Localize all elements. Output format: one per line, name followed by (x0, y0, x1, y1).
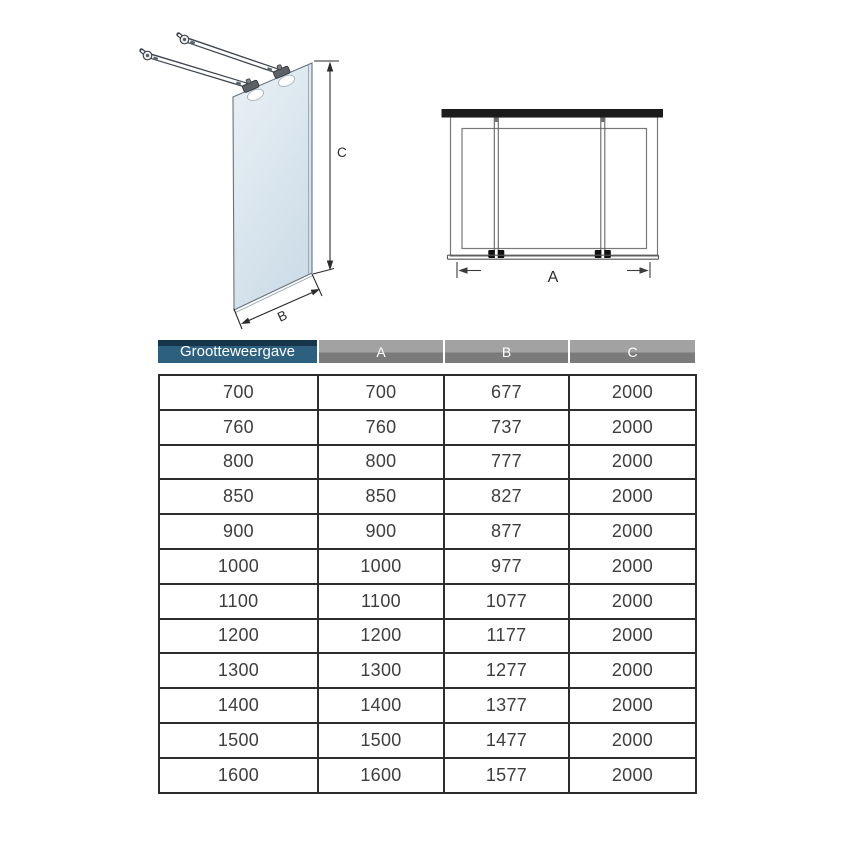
table-row (159, 514, 696, 549)
size-table-header (158, 340, 695, 363)
bar-wall-connector (601, 118, 604, 123)
cell-a: 700 (318, 375, 444, 410)
header-cell-c: C (570, 340, 695, 363)
dim-c-arrow-up (327, 62, 333, 72)
cell-b: 1577 (444, 758, 569, 793)
cell-b: 777 (444, 445, 569, 480)
cell-a: 800 (318, 445, 444, 480)
wall-profile-bar (442, 109, 664, 118)
bar-fitting (269, 68, 270, 71)
cell-b: 737 (444, 410, 569, 445)
cell-size: 1600 (159, 758, 318, 793)
cell-b: 1077 (444, 584, 569, 619)
cell-a: 1100 (318, 584, 444, 619)
cell-a: 760 (318, 410, 444, 445)
bar-wall-connector (495, 118, 498, 123)
cell-b: 1277 (444, 653, 569, 688)
table-row (159, 445, 696, 480)
cell-b: 677 (444, 375, 569, 410)
plan-bar-left (488, 118, 504, 259)
cell-a: 1600 (318, 758, 444, 793)
header-cell-b: B (445, 340, 568, 363)
cell-a: 850 (318, 479, 444, 514)
cell-size: 900 (159, 514, 318, 549)
dim-b-tick-left (234, 309, 242, 329)
dim-b-label: B (275, 307, 290, 325)
cell-c: 2000 (569, 619, 696, 654)
cell-size: 1100 (159, 584, 318, 619)
side-view-diagram (142, 35, 348, 330)
cell-c: 2000 (569, 758, 696, 793)
bar-fitting (155, 57, 156, 60)
dim-c-tick-bottom (313, 269, 334, 275)
cell-b: 1377 (444, 688, 569, 723)
table-row (159, 549, 696, 584)
glass-panel (233, 63, 313, 313)
bar-fitting (192, 41, 193, 44)
table-row (159, 619, 696, 654)
cell-a: 900 (318, 514, 444, 549)
plan-view-diagram (442, 109, 664, 286)
dim-b-arrow-right (311, 289, 320, 295)
shower-area-inner (462, 129, 647, 249)
table-row (159, 375, 696, 410)
dimension-c (313, 61, 339, 274)
clamp-gap (601, 250, 604, 258)
cell-b: 877 (444, 514, 569, 549)
cell-a: 1300 (318, 653, 444, 688)
cell-a: 1400 (318, 688, 444, 723)
size-table (158, 340, 695, 794)
clamp-gap (495, 250, 498, 258)
shower-area-outer (451, 117, 658, 256)
dim-c-label: C (337, 145, 347, 160)
cell-c: 2000 (569, 723, 696, 758)
dim-a-arrow-left (458, 267, 467, 274)
dim-a-label: A (547, 269, 559, 286)
cell-size: 1300 (159, 653, 318, 688)
cell-size: 1500 (159, 723, 318, 758)
dim-a-arrow-right (640, 267, 649, 274)
cell-c: 2000 (569, 514, 696, 549)
table-row (159, 688, 696, 723)
cell-c: 2000 (569, 410, 696, 445)
wall-anchor-near (142, 51, 152, 60)
cell-c: 2000 (569, 688, 696, 723)
cell-a: 1200 (318, 619, 444, 654)
cell-c: 2000 (569, 549, 696, 584)
cell-c: 2000 (569, 584, 696, 619)
cell-b: 1477 (444, 723, 569, 758)
cell-size: 1200 (159, 619, 318, 654)
cell-a: 1500 (318, 723, 444, 758)
cell-size: 850 (159, 479, 318, 514)
dim-b-arrow-left (241, 318, 250, 324)
size-table-grid (158, 374, 697, 794)
cell-b: 977 (444, 549, 569, 584)
table-row (159, 758, 696, 793)
diagrams-canvas (0, 0, 848, 380)
cell-size: 1000 (159, 549, 318, 584)
glass-front-face (233, 63, 312, 310)
wall-anchor-far (179, 35, 189, 44)
cell-b: 827 (444, 479, 569, 514)
cell-a: 1000 (318, 549, 444, 584)
table-row (159, 410, 696, 445)
cell-b: 1177 (444, 619, 569, 654)
cell-size: 800 (159, 445, 318, 480)
bar-fitting (238, 82, 239, 85)
cell-size: 760 (159, 410, 318, 445)
header-cell-a: A (319, 340, 443, 363)
cell-size: 1400 (159, 688, 318, 723)
header-cell-size: Grootteweergave (158, 340, 317, 363)
cell-c: 2000 (569, 479, 696, 514)
cell-c: 2000 (569, 653, 696, 688)
cell-size: 700 (159, 375, 318, 410)
table-row (159, 479, 696, 514)
cell-c: 2000 (569, 375, 696, 410)
table-row (159, 723, 696, 758)
plan-bar-right (595, 118, 611, 259)
table-row (159, 584, 696, 619)
cell-c: 2000 (569, 445, 696, 480)
table-row (159, 653, 696, 688)
